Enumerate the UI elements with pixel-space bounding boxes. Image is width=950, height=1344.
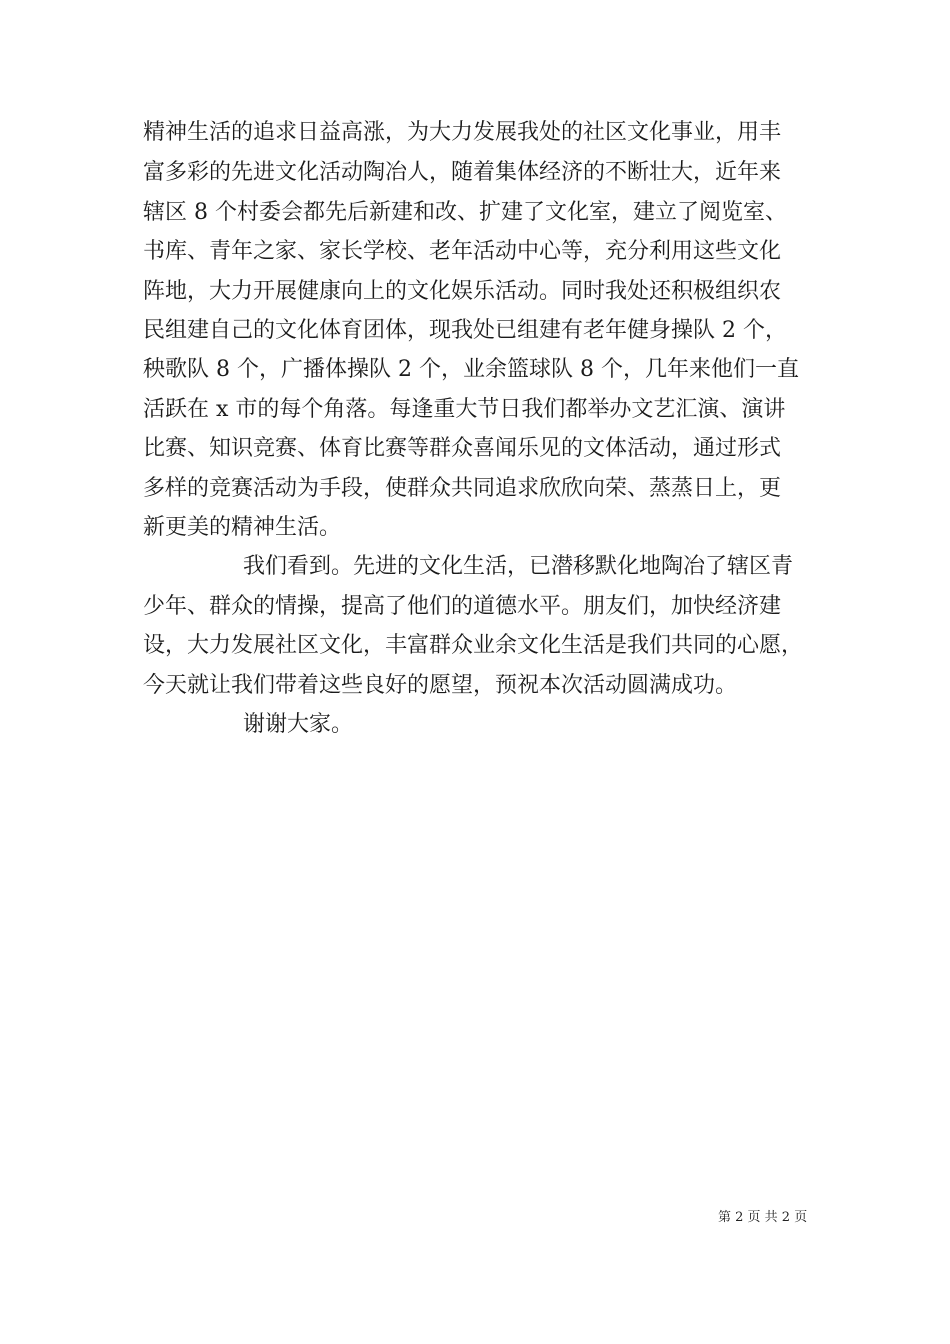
- body-text-line: 辖区 8 个村委会都先后新建和改、扩建了文化室，建立了阅览室、: [143, 200, 787, 225]
- body-text-line: 富多彩的先进文化活动陶冶人，随着集体经济的不断壮大，近年来: [143, 160, 782, 185]
- paragraph-first-line: 我们看到。先进的文化生活，已潜移默化地陶冶了辖区青: [243, 554, 794, 579]
- body-text-line: 设，大力发展社区文化，丰富群众业余文化生活是我们共同的心愿，: [143, 633, 804, 658]
- body-text-line: 比赛、知识竞赛、体育比赛等群众喜闻乐见的文体活动，通过形式: [143, 436, 782, 461]
- body-text-line: 民组建自己的文化体育团体，现我处已组建有老年健身操队 2 个，: [143, 318, 787, 343]
- body-text-line: 少年、群众的情操，提高了他们的道德水平。朋友们，加快经济建: [143, 594, 782, 619]
- body-text-line: 秧歌队 8 个，广播体操队 2 个，业余篮球队 8 个，几年来他们一直: [143, 357, 799, 382]
- body-text-line: 新更美的精神生活。: [143, 515, 342, 540]
- body-text-line: 书库、青年之家、家长学校、老年活动中心等，充分利用这些文化: [143, 239, 782, 264]
- closing-thanks: 谢谢大家。: [243, 712, 354, 737]
- body-text-line: 精神生活的追求日益高涨，为大力发展我处的社区文化事业，用丰: [143, 120, 782, 145]
- body-text-line: 多样的竞赛活动为手段，使群众共同追求欣欣向荣、蒸蒸日上，更: [143, 476, 782, 501]
- body-text-line: 今天就让我们带着这些良好的愿望，预祝本次活动圆满成功。: [143, 673, 738, 698]
- body-text-line: 阵地，大力开展健康向上的文化娱乐活动。同时我处还积极组织农: [143, 279, 782, 304]
- page-number-footer: 第 2 页 共 2 页: [718, 1210, 808, 1225]
- body-text-line: 活跃在 x 市的每个角落。每逢重大节日我们都举办文艺汇演、演讲: [143, 397, 786, 422]
